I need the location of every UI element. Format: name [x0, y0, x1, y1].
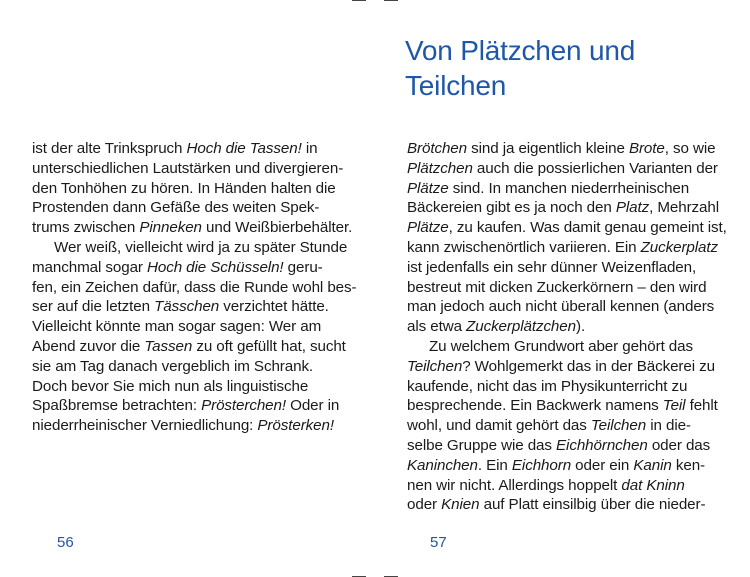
text-line [32, 377, 356, 397]
chapter-title-line-1: Von Plätzchen und [405, 35, 636, 66]
text-line [407, 476, 727, 496]
text-segment: Bäckereien gibt es ja noch den [407, 199, 616, 217]
text-segment: besprechende. Ein Backwerk namens [407, 397, 663, 415]
italic-term: Kaninchen [407, 456, 478, 474]
text-line [407, 317, 727, 337]
text-line [32, 198, 356, 218]
italic-term: Zuckerplatz [640, 238, 719, 256]
text-line [407, 396, 727, 416]
italic-term: Hoch die Tassen! [186, 140, 302, 157]
text-line [407, 179, 727, 199]
left-body-text [32, 139, 356, 436]
italic-term: Eichhorn [511, 456, 572, 474]
text-line [407, 436, 727, 456]
text-segment: Abend zuvor die [32, 337, 145, 355]
text-line [32, 238, 356, 258]
text-line [407, 238, 727, 258]
italic-term: Plätzchen [407, 159, 473, 177]
text-segment: fen, ein Zeichen dafür, dass die Runde wohl bes- [32, 278, 357, 296]
text-segment: ? Wohlgemerkt das in der Bäckerei zu [462, 357, 715, 375]
text-segment: unterschiedlichen Lautstärken und divergieren- [32, 159, 344, 177]
text-segment: trums zwischen [32, 219, 140, 237]
italic-term: Hoch die Schüsseln! [147, 258, 284, 276]
text-segment: geru- [283, 258, 323, 276]
text-segment: auf Platt einsilbig über die nieder- [479, 496, 706, 514]
text-line [32, 258, 356, 278]
text-line [407, 198, 727, 218]
text-line [32, 337, 356, 357]
right-body-text [407, 139, 727, 515]
italic-term: Kanin [633, 456, 672, 474]
text-line [32, 278, 356, 298]
text-line [32, 416, 356, 436]
text-segment: niederrheinischer Verniedlichung: [32, 417, 258, 435]
italic-term: Pinneken [139, 219, 202, 237]
text-segment: Spaßbremse betrachten: [32, 397, 202, 415]
italic-term: dat Kninn [621, 476, 685, 494]
italic-term: Teilchen [407, 357, 463, 375]
italic-term: Prösterken! [257, 417, 334, 435]
text-segment: manchmal sogar [32, 258, 147, 276]
text-line [407, 258, 727, 278]
text-segment: nen wir nicht. Allerdings hoppelt [407, 476, 622, 494]
text-line [32, 357, 356, 377]
chapter-title [405, 33, 635, 103]
text-segment: wohl, und damit gehört das [407, 417, 591, 435]
text-segment: ist jedenfalls ein sehr dünner Weizenfladen, [407, 258, 697, 276]
text-segment: , Mehrzahl [649, 199, 719, 217]
text-segment: sind. In manchen niederrheinischen [448, 179, 690, 197]
text-segment: sind ja eigentlich kleine [467, 140, 629, 157]
text-segment: Zu welchem Grundwort aber gehört das [429, 337, 693, 355]
text-line [407, 278, 727, 298]
text-segment: ). [575, 318, 586, 336]
text-segment: ken- [671, 456, 706, 474]
italic-term: Teil [662, 397, 686, 415]
italic-term: Tässchen [154, 298, 220, 316]
text-segment: , zu kaufen. Was damit genau gemeint ist, [448, 219, 727, 237]
text-line [32, 297, 356, 317]
text-line [407, 416, 727, 436]
text-segment: oder das [647, 436, 711, 454]
italic-term: Plätze [407, 179, 449, 197]
text-segment: Vielleicht könnte man sogar sagen: Wer am [32, 318, 322, 336]
text-segment: und Weißbierbehälter. [201, 219, 353, 237]
text-segment: in [301, 140, 318, 157]
italic-term: Prösterchen! [201, 397, 286, 415]
text-segment: Prostenden dann Gefäße des weiten Spek- [32, 199, 320, 217]
text-segment: man jedoch auch nicht überall kennen (anders [407, 298, 715, 316]
italic-term: Teilchen [590, 417, 647, 435]
italic-term: Zuckerplätzchen [466, 318, 576, 336]
text-line [407, 357, 727, 377]
text-segment: ser auf die letzten [32, 298, 155, 316]
italic-term: Eichhörnchen [556, 436, 648, 454]
right-page [375, 0, 750, 577]
text-line [407, 377, 727, 397]
text-segment: selbe Gruppe wie das [407, 436, 557, 454]
text-line [407, 337, 727, 357]
text-line [32, 139, 356, 159]
italic-term: Plätze [407, 219, 449, 237]
text-segment: in die- [646, 417, 691, 435]
text-segment: Oder in [285, 397, 340, 415]
right-page-number: 57 [430, 534, 447, 551]
text-segment: Wer weiß, vielleicht wird ja zu später Stunde [54, 238, 348, 256]
text-line [407, 139, 727, 159]
text-segment: zu oft gefüllt hat, sucht [192, 337, 346, 355]
text-segment: als etwa [407, 318, 467, 336]
text-segment: bestreut mit dicken Zuckerkörnern – den wird [407, 278, 707, 296]
text-segment: oder ein [571, 456, 634, 474]
text-line [407, 456, 727, 476]
text-segment: den Tonhöhen zu hören. In Händen halten die [32, 179, 336, 197]
text-line [32, 218, 356, 238]
text-line [32, 317, 356, 337]
text-segment: sie am Tag danach vergeblich im Schrank. [32, 357, 314, 375]
text-line [32, 179, 356, 199]
italic-term: Knien [441, 496, 480, 514]
italic-term: Brötchen [407, 140, 467, 157]
text-line [407, 218, 727, 238]
chapter-title-line-2: Teilchen [405, 70, 507, 101]
text-line [407, 159, 727, 179]
text-segment: fehlt [685, 397, 718, 415]
italic-term: Platz [615, 199, 650, 217]
text-segment: verzichtet hätte. [219, 298, 329, 316]
text-segment: . Ein [477, 456, 512, 474]
text-segment: oder [407, 496, 442, 514]
text-segment: Doch bevor Sie mich nun als linguistische [32, 377, 309, 395]
text-segment: , so wie [664, 140, 716, 157]
text-line [407, 495, 727, 515]
text-segment: ist der alte Trinkspruch [32, 140, 187, 157]
left-page-number: 56 [57, 534, 74, 551]
italic-term: Tassen [144, 337, 193, 355]
italic-term: Brote [628, 140, 665, 157]
text-segment: auch die possierlichen Varianten der [472, 159, 718, 177]
text-line [407, 297, 727, 317]
text-segment: kann zwischenörtlich variieren. Ein [407, 238, 641, 256]
text-segment: kaufende, nicht das im Physikunterricht zu [407, 377, 688, 395]
text-line [32, 159, 356, 179]
text-line [32, 396, 356, 416]
